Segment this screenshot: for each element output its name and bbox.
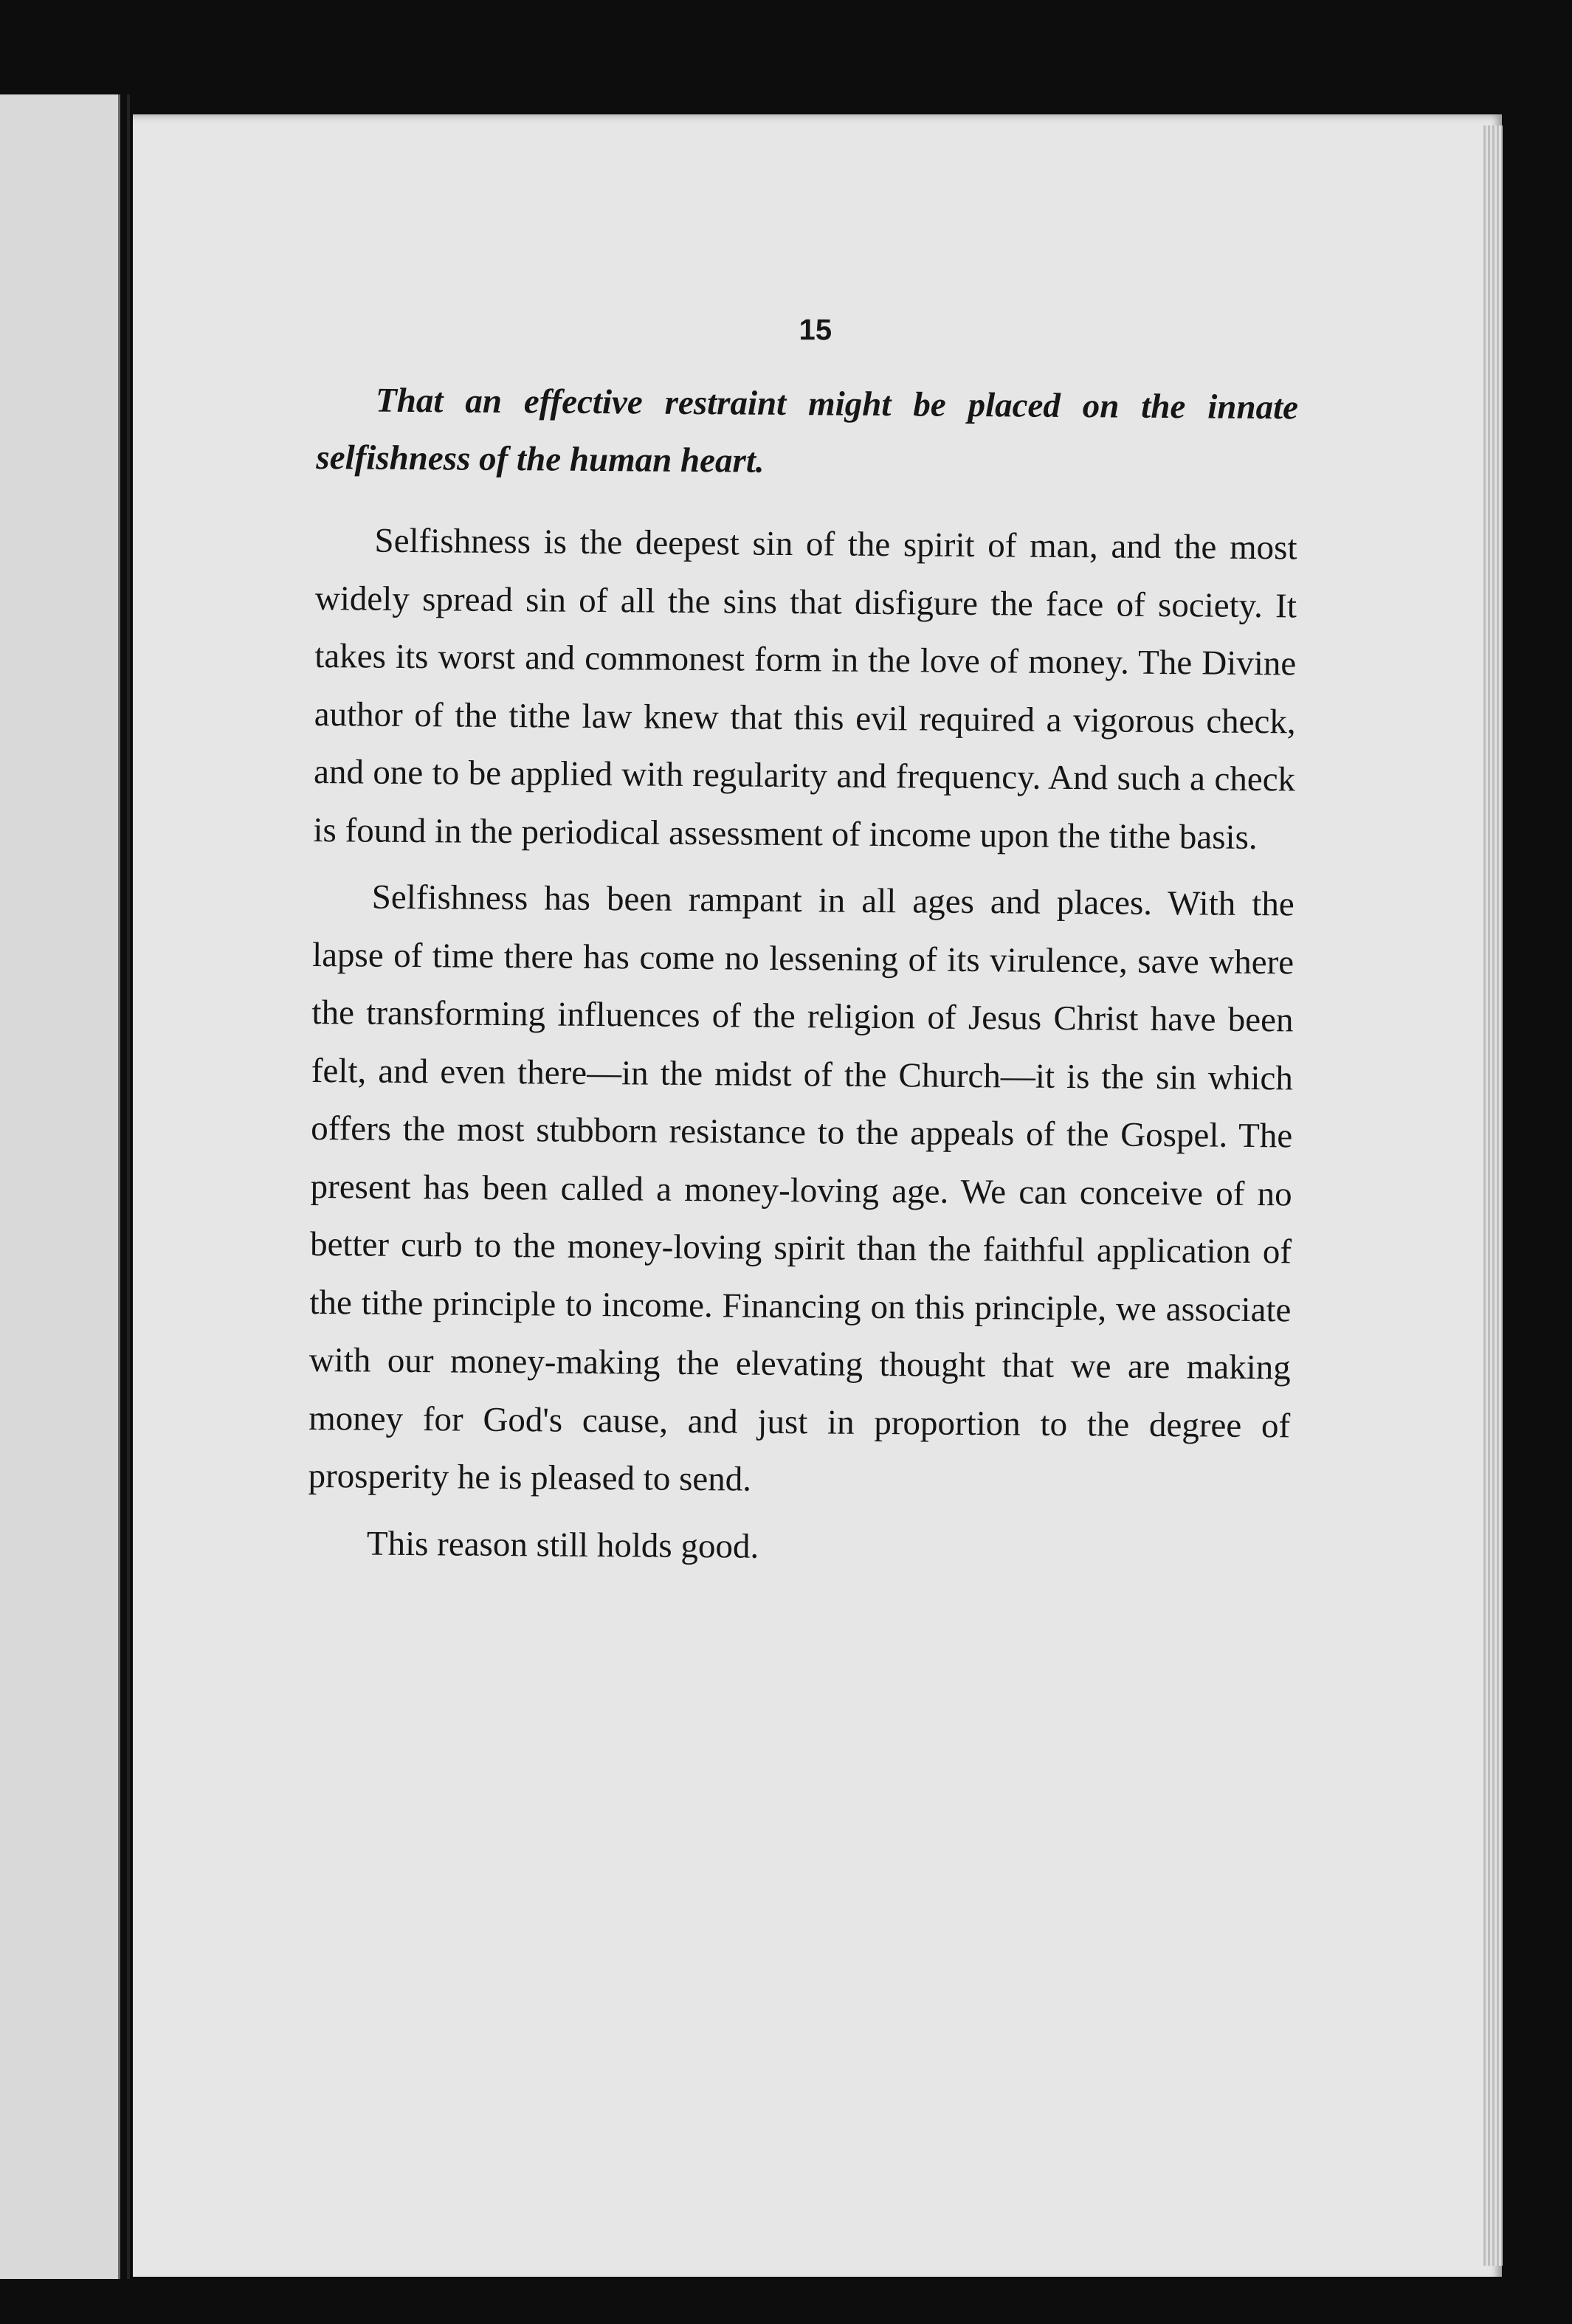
page-number: 15 [799,314,832,347]
page-stack-edge [1483,125,1503,2266]
paragraph-2: Selfishness has been rampant in all ages and places. With the lapse of time there has come no lessening of its virulence, save where the transforming influences of the religion of Jesus Christ have been felt, and even there—in the midst of the Church—it is the sin which offers the most stubborn resistance to the appeals of the Gospel. The present has been called a money-loving age. We can conceive of no better curb to the money-loving spirit than the faithful application of the tithe principle to income. Financing on this principle, we associate with our money-making the elevating thought that we are making money for God's cause, and just in proportion to the degree of prosperity he is pleased to send. [308,877,1295,1499]
paragraph-1: Selfishness is the deepest sin of the spirit of man, and the most widely spread sin of all the sins that disfigure the face of society. It takes its worst and commonest form in the love of money. The Divine author of the tithe law knew that this evil required a vigorous check, and one to be applied with regularity and frequency. And such a check is found in the periodical assessment of income upon the tithe basis. [313,521,1297,857]
book-spine [127,94,130,2279]
paragraph-3: This reason still holds good. [366,1524,759,1566]
section-heading: That an effective restraint might be placed on the innate selfishness of the human heart. [316,381,1299,480]
page-text-block [307,310,1298,1588]
facing-page-edge [0,94,120,2279]
